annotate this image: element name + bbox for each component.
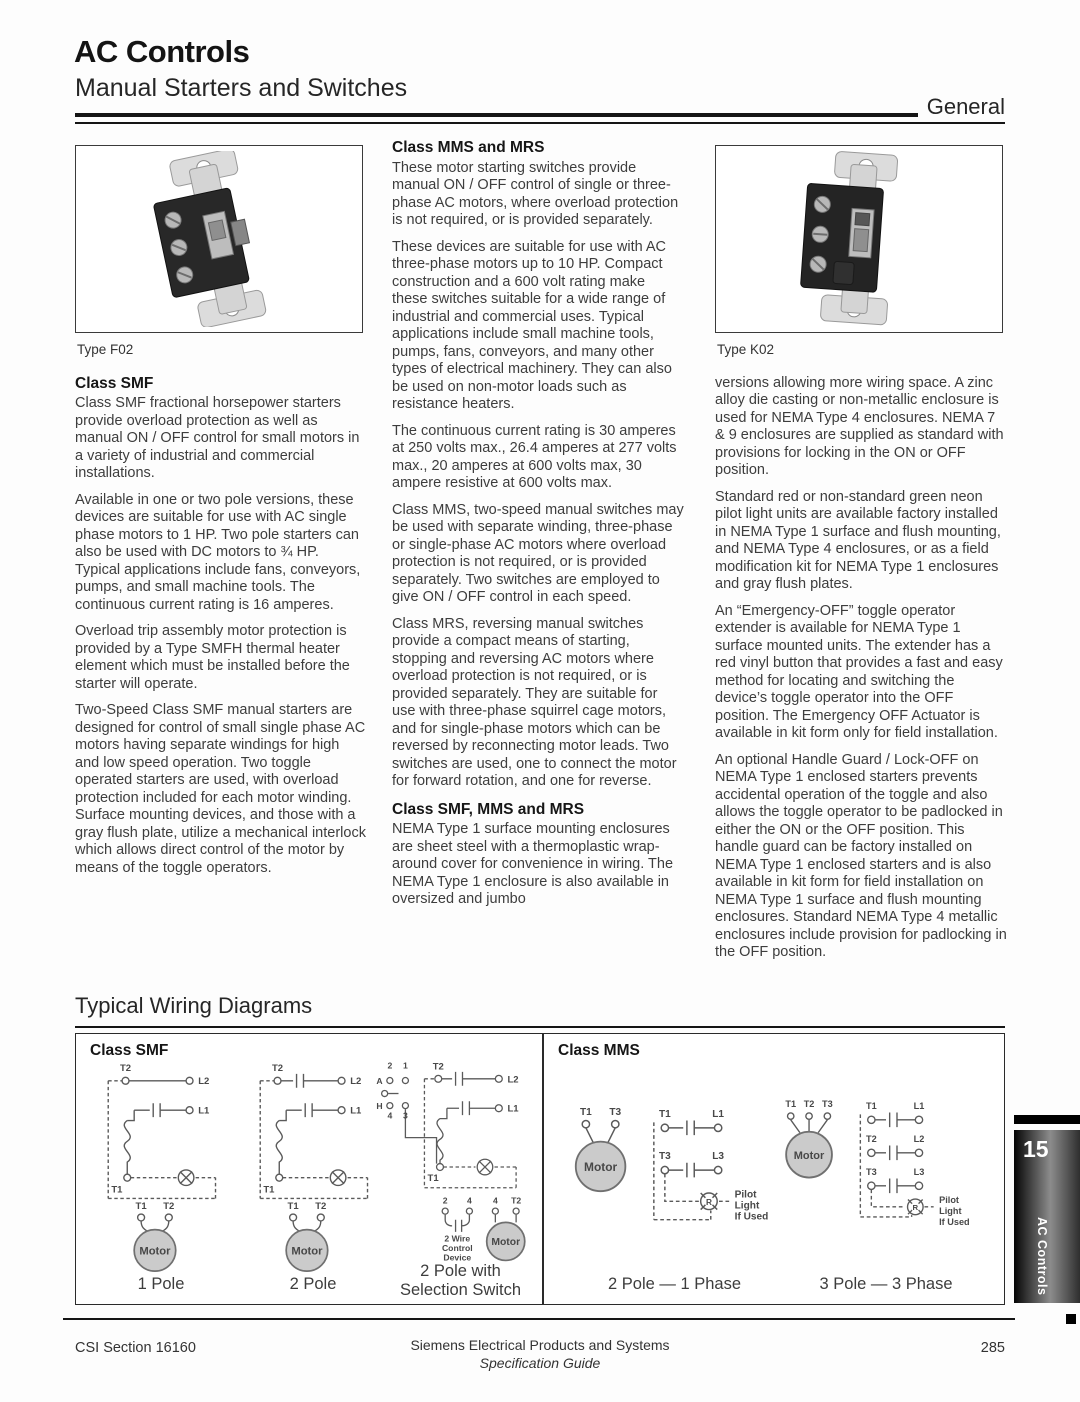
motor-label: Motor xyxy=(793,1150,825,1163)
paragraph: Overload trip assembly motor protection is provided by a Type SMFH thermal heater element which must be installed before the starter will operate. xyxy=(75,623,350,692)
diagram-label: T3 xyxy=(658,1151,671,1163)
diagram-label: T2 xyxy=(803,1098,815,1109)
photo-caption-k02: Type K02 xyxy=(717,342,775,357)
header-rule-thick xyxy=(75,113,918,117)
diagram-label: T1 xyxy=(865,1100,877,1111)
wiring-heading-smf: Class SMF xyxy=(90,1042,169,1059)
diagram-label: Light xyxy=(734,1200,760,1212)
paragraph: These motor starting switches provide manual ON / OFF control of single or three-phase AC motors, where overload protection is not required, or is provided separately. xyxy=(392,159,679,228)
footer-publisher-line2: Specification Guide xyxy=(479,1355,601,1371)
diagram-label: 4 xyxy=(467,1195,472,1206)
diagram-label: 2 xyxy=(387,1060,393,1071)
footer-rule xyxy=(63,1318,1015,1320)
diagram-caption-2-pole-1-phase: 2 Pole — 1 Phase xyxy=(608,1275,741,1293)
heading-class-mms-mrs: Class MMS and MRS xyxy=(392,139,545,156)
diagram-label: 3 xyxy=(403,1110,408,1121)
wiring-diagram-2-pole-1-phase xyxy=(562,1102,787,1240)
diagram-label: L3 xyxy=(712,1151,725,1163)
diagram-label: H xyxy=(376,1101,383,1112)
chapter-number: 15 xyxy=(1023,1136,1049,1162)
chapter-tab xyxy=(1014,1130,1080,1303)
paragraph: An optional Handle Guard / Lock-OFF on NEMA Type 1 enclosed starters prevents accidental operation of the toggle and also allows the toggle operator to be padlocked in either the ON or the OFF position. This handle guard can be factory installed on NEMA Type 1 enclosed starters and is also available in kit form for field installation on NEMA Type 1 surface and flush mounting enclosures. Standard NEMA Type 4 metallic enclosures include provision for padlocking in the OFF position. xyxy=(715,751,1007,960)
diagram-label: T2 xyxy=(315,1200,327,1212)
diagram-label: T3 xyxy=(609,1106,622,1118)
diagram-label: T2 xyxy=(119,1063,132,1075)
paragraph: Class MMS, two-speed manual switches may be used with separate winding, three-phase or single-phase AC motors where overload protection is not required, or is provided separately. Two switches are employed to give ON / OFF control in each speed. xyxy=(392,501,684,605)
motor-label: Motor xyxy=(139,1245,171,1258)
caption-line: Selection Switch xyxy=(399,1281,522,1299)
chapter-tab-topbar xyxy=(1014,1115,1080,1124)
paragraph: Class MRS, reversing manual switches provide a compact means of starting, stopping and reversing AC motors where overload protection is not required, or is provided separately. They are suitable for use with three-phase squirrel cage motors, and for single-phase motors which can be reversed by reconnecting motor leads. Two switches are used, one to connect the motor for forward rotation, and one for reverse. xyxy=(392,615,677,789)
product-photo-k02-illustration xyxy=(764,151,954,327)
diagram-label: T2 xyxy=(163,1200,175,1212)
page-subtitle: Manual Starters and Switches xyxy=(75,74,408,102)
diagram-caption-3-pole-3-phase: 3 Pole — 3 Phase xyxy=(819,1275,953,1293)
header-rule-thin xyxy=(75,122,1005,124)
paragraph: Standard red or non-standard green neon pilot light units are available factory installed in NEMA Type 1 surface and flush mounting, and NEMA Type 4 enclosures, or as a field modification kit for NEMA Type 1 enclosures and gray flush plates. xyxy=(715,488,1001,592)
diagram-label: T1 xyxy=(287,1200,299,1212)
diagram-label: T3 xyxy=(822,1098,833,1109)
diagram-label: L3 xyxy=(913,1166,925,1177)
motor-label: Motor xyxy=(584,1160,618,1174)
diagram-label: T1 xyxy=(135,1200,147,1212)
wiring-diagram-3-pole-3-phase xyxy=(776,1096,996,1238)
pilot-r-label: R xyxy=(912,1203,919,1213)
chapter-label: AC Controls xyxy=(1035,1216,1049,1295)
diagram-label: Device xyxy=(443,1252,472,1263)
paragraph: Two-Speed Class SMF manual starters are designed for control of small single phase AC motors having separate windings for high and low speed operation. Two toggle operated starters are used, with overload protection included for each motor winding. Surface mounting devices, and those with a gray flush plate, utilize a mechanical interlock which allows direct control of the motor by means of the toggle operators. xyxy=(75,702,366,876)
diagram-caption-2-pole: 2 Pole xyxy=(289,1275,337,1293)
diagram-label: 4 xyxy=(387,1110,393,1121)
paragraph: NEMA Type 1 surface mounting enclosures are sheet steel with a thermoplastic wrap-around cover for convenience in wiring. The NEMA Type 1 enclosure is also available in oversized and jumbo xyxy=(392,821,674,907)
page-title: AC Controls xyxy=(74,34,250,69)
wiring-diagrams-box xyxy=(75,1033,1005,1305)
heading-class-smf: Class SMF xyxy=(75,374,154,392)
footer-page-number: 285 xyxy=(980,1340,1005,1356)
pilot-r-label: R xyxy=(705,1197,712,1207)
column-right xyxy=(715,145,1007,971)
diagram-label: L2 xyxy=(913,1133,925,1144)
diagram-label: T1 xyxy=(263,1184,275,1196)
product-photo-frame-k02 xyxy=(715,145,1003,333)
diagram-label: Pilot xyxy=(939,1195,959,1206)
paragraph: The continuous current rating is 30 amperes at 250 volts max., 26.4 amperes at 277 volts max., 20 amperes at 600 volts max, 30 ampere resistive at 600 volts max. xyxy=(392,422,677,491)
diagram-label: 2 xyxy=(442,1195,448,1206)
diagram-label: T2 xyxy=(865,1133,877,1144)
caption-line: 2 Pole with xyxy=(420,1262,501,1280)
footer-csi-section: CSI Section 16160 xyxy=(75,1340,196,1356)
diagram-label: T2 xyxy=(432,1061,444,1073)
wiring-diagram-1-pole xyxy=(96,1060,226,1272)
diagram-caption-2-pole-selection xyxy=(368,1262,553,1300)
column-left xyxy=(75,145,367,886)
paragraph: Available in one or two pole versions, these devices are suitable for use with AC single phase motors to 1 HP. Two pole starters can also be used with DC motors to ¾ HP. Typical applications include fans, conveyors, pumps, and small machine tools. The continuous current rating is 16 amperes. xyxy=(75,491,361,613)
footer-registration-mark xyxy=(1066,1314,1076,1324)
diagram-label: T1 xyxy=(427,1172,439,1184)
diagram-label: T1 xyxy=(111,1184,123,1196)
wiring-diagram-2-pole-selection-switch xyxy=(376,1058,536,1270)
diagram-label: L2 xyxy=(507,1074,519,1086)
diagram-label: T1 xyxy=(658,1108,671,1120)
diagram-label: 2 Wire xyxy=(444,1233,471,1244)
product-photo-frame-f02 xyxy=(75,145,363,333)
diagram-label: Light xyxy=(939,1206,962,1217)
section-label: General xyxy=(926,94,1005,119)
wiring-section-rule xyxy=(75,1026,1005,1028)
footer-publisher xyxy=(0,1336,1080,1372)
diagram-label: L1 xyxy=(913,1100,925,1111)
diagram-label: L2 xyxy=(198,1076,210,1088)
diagram-label: Control xyxy=(441,1242,473,1253)
motor-label: Motor xyxy=(291,1245,323,1258)
diagram-label: T2 xyxy=(511,1195,522,1206)
paragraph: Class SMF fractional horsepower starters provide overload protection as well as manual ON / OFF control for small motors in a variety of industrial and commercial installations. xyxy=(75,395,360,481)
paragraph: An “Emergency-OFF” toggle operator extender is available for NEMA Type 1 surface mounted units. The extender has a red vinyl button that provides a fast and easy method for locating and switching the device’s toggle operator into the OFF position. The Emergency OFF Actuator is available in kit form only for field installation. xyxy=(715,602,1003,741)
diagram-label: L1 xyxy=(712,1108,725,1120)
wiring-section-title: Typical Wiring Diagrams xyxy=(75,993,313,1018)
diagram-label: T1 xyxy=(785,1098,797,1109)
motor-label: Motor xyxy=(491,1236,521,1248)
diagram-label: A xyxy=(376,1076,383,1086)
diagram-label: If Used xyxy=(734,1211,769,1223)
diagram-label: T1 xyxy=(579,1106,592,1118)
paragraph: versions allowing more wiring space. A zinc alloy die casting or non-metallic enclosure is used for NEMA Type 4 enclosures. NEMA 7 & 9 enclosures are supplied as standard with provisions for locking in the ON or OFF position. xyxy=(715,374,1004,478)
diagram-label: 4 xyxy=(492,1195,498,1206)
column-middle xyxy=(392,139,684,918)
diagram-label: 1 xyxy=(403,1060,408,1071)
diagram-caption-1-pole: 1 Pole xyxy=(137,1275,185,1293)
diagram-label: L1 xyxy=(350,1105,362,1117)
diagram-label: L1 xyxy=(507,1103,519,1115)
wiring-diagram-2-pole xyxy=(248,1060,378,1272)
product-photo-f02-illustration xyxy=(124,151,314,327)
wiring-heading-mms: Class MMS xyxy=(558,1042,640,1059)
diagram-label: L1 xyxy=(198,1105,210,1117)
diagram-label: Pilot xyxy=(734,1189,757,1201)
photo-caption-f02: Type F02 xyxy=(77,342,134,357)
heading-class-smf-mms-mrs: Class SMF, MMS and MRS xyxy=(392,800,585,818)
diagram-label: L2 xyxy=(350,1076,362,1088)
footer-publisher-line1: Siemens Electrical Products and Systems xyxy=(410,1337,670,1353)
diagram-label: T3 xyxy=(865,1166,877,1177)
paragraph: These devices are suitable for use with AC three-phase motors up to 10 HP. Compact construction and a 600 volt rating make these switches suitable for a wide range of industrial and commercial uses. Typical applications include small machine tools, pumps, fans, conveyors, and many other types of electrical machinery. They can also be used on non-motor loads such as resistance heaters. xyxy=(392,238,672,412)
diagram-label: If Used xyxy=(939,1217,970,1228)
diagram-label: T2 xyxy=(271,1063,284,1075)
